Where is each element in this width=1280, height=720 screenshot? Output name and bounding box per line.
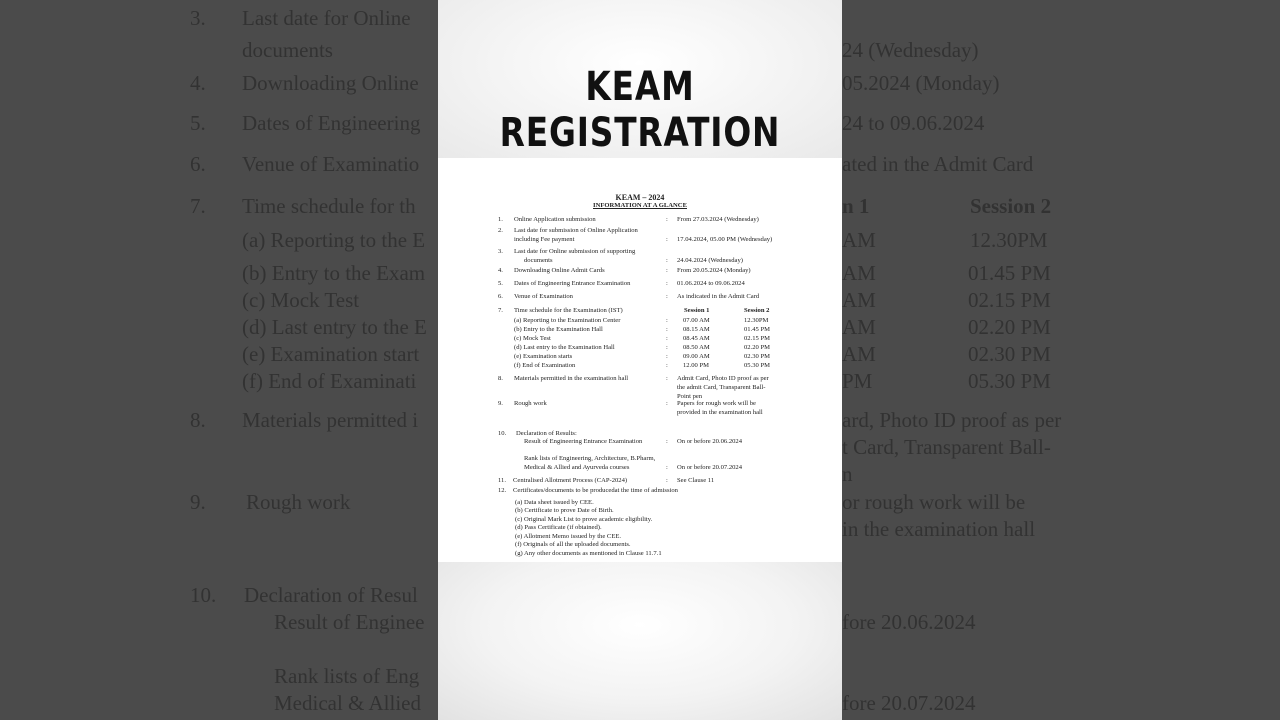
schedule-row-label: (a) Reporting to the Examination Center (514, 317, 621, 324)
item-sep: : (666, 257, 668, 264)
schedule-row-label: (b) Entry to the Examination Hall (514, 326, 603, 333)
item-sep: : (666, 267, 668, 274)
results-label: Medical & Allied and Ayurveda courses (524, 464, 630, 471)
item-sep: : (666, 280, 668, 287)
bg-line: t Card, Transparent Ball- (842, 435, 1051, 459)
bg-line: 05.30 PM (968, 369, 1051, 393)
list-item: (g) Any other documents as mentioned in Clause 11.7.1 (515, 550, 662, 557)
bg-line: AM (842, 228, 876, 252)
bg-line: documents (242, 38, 333, 62)
schedule-row-s2: 02.30 PM (744, 353, 771, 360)
schedule-row-s1: 07.00 AM (683, 317, 710, 324)
center-panel (438, 0, 842, 720)
item-label: Venue of Examination (514, 293, 573, 300)
item-value: From 27.03.2024 (Wednesday) (677, 216, 759, 223)
item-sep: : (666, 236, 668, 243)
schedule-row-label: (f) End of Examination (514, 362, 576, 369)
bg-line: 02.15 PM (968, 288, 1051, 312)
item-value: Point pen (677, 393, 703, 400)
bg-line: (a) Reporting to the E (242, 228, 426, 252)
item-value: From 20.05.2024 (Monday) (677, 267, 751, 274)
item-value: As indicated in the Admit Card (677, 293, 760, 300)
item-label: Certificates/documents to be producedat the time of admission (513, 487, 678, 494)
item-label: Last date for submission of Online Application (514, 227, 638, 234)
item-num: 5. (498, 280, 503, 287)
bg-line: AM (842, 342, 876, 366)
bg-line: (f) End of Examinati (242, 369, 417, 393)
item-value: 24.04.2024 (Wednesday) (677, 257, 743, 264)
item-num: 1. (498, 216, 503, 223)
banner-title: KEAM REGISTRATION (499, 64, 781, 156)
bg-line: Result of Enginee (274, 610, 425, 634)
bg-line: 12.30PM (970, 228, 1048, 252)
bg-num: 3. (190, 6, 206, 30)
bg-line: Rank lists of Eng (274, 664, 420, 688)
bg-line: in the examination hall (842, 517, 1036, 541)
schedule-row-sep: : (666, 344, 668, 351)
bg-num: 9. (190, 490, 206, 514)
item-num: 2. (498, 227, 503, 234)
results-label: Rank lists of Engineering, Architecture, B.Pharm, (524, 455, 656, 462)
schedule-row-sep: : (666, 353, 668, 360)
list-item: (d) Pass Certificate (if obtained). (515, 524, 602, 531)
item-label: Materials permitted in the examination hall (514, 375, 629, 382)
bg-line: (c) Mock Test (242, 288, 360, 312)
item-num: 4. (498, 267, 503, 274)
schedule-row-label: (d) Last entry to the Examination Hall (514, 344, 615, 351)
schedule-row-s1: 08.45 AM (683, 335, 710, 342)
bg-num: 8. (190, 408, 206, 432)
bg-line: (e) Examination start (242, 342, 420, 366)
item-label: Rough work (514, 400, 547, 407)
bg-line: 24 to 09.06.2024 (842, 111, 985, 135)
bg-line: Medical & Allied (274, 691, 421, 715)
item-sep: : (666, 400, 668, 407)
bg-line: fore 20.07.2024 (842, 691, 976, 715)
bg-line: Rough work (246, 490, 351, 514)
item-label: Dates of Engineering Entrance Examination (514, 280, 631, 287)
bg-line: ated in the Admit Card (842, 152, 1034, 176)
item-num: 3. (498, 248, 503, 255)
list-item: (c) Original Mark List to prove academic eligibility. (515, 516, 653, 523)
item-label: including Fee payment (514, 236, 575, 243)
item-num: 10. (498, 430, 507, 437)
results-label: Result of Engineering Entrance Examination (524, 438, 643, 445)
item-sep: : (666, 464, 668, 471)
bg-line: Downloading Online (242, 71, 419, 95)
bg-line: Session 2 (970, 194, 1052, 218)
document-subtitle: INFORMATION AT A GLANCE (593, 202, 687, 209)
bg-line: Dates of Engineering (242, 111, 421, 135)
item-sep: : (666, 477, 668, 484)
bg-line: Declaration of Resul (244, 583, 418, 607)
bg-line: 01.45 PM (968, 261, 1051, 285)
bg-line: 05.2024 (Monday) (842, 71, 1000, 95)
bg-line: fore 20.06.2024 (842, 610, 976, 634)
list-item: (f) Originals of all the uploaded documents. (515, 541, 631, 548)
bg-num: 5. (190, 111, 206, 135)
item-label: Centralised Allotment Process (CAP-2024) (513, 477, 628, 484)
list-item: (e) Allotment Memo issued by the CEE. (515, 533, 622, 540)
results-date: On or before 20.06.2024 (677, 438, 743, 445)
bg-line: Venue of Examinatio (242, 152, 420, 176)
item-sep: : (666, 438, 668, 445)
item-num: 11. (498, 477, 506, 484)
bg-line: Materials permitted i (242, 408, 419, 432)
bg-num: 4. (190, 71, 206, 95)
list-item: (b) Certificate to prove Date of Birth. (515, 507, 614, 514)
schedule-row-s2: 02.20 PM (744, 344, 771, 351)
bg-line: 24 (Wednesday) (842, 38, 979, 62)
schedule-row-s1: 12.00 PM (683, 362, 710, 369)
schedule-row-sep: : (666, 362, 668, 369)
bg-line: AM (842, 261, 876, 285)
item-value: 17.04.2024, 05.00 PM (Wednesday) (677, 236, 773, 243)
item-label: Online Application submission (514, 216, 596, 223)
bg-num: 10. (190, 583, 217, 607)
schedule-row-s2: 01.45 PM (744, 326, 771, 333)
item-sep: : (666, 216, 668, 223)
schedule-row-s2: 02.15 PM (744, 335, 771, 342)
bg-line: n 1 (842, 194, 870, 218)
schedule-row-s2: 05.30 PM (744, 362, 771, 369)
bg-line: AM (842, 288, 876, 312)
item-value: Admit Card, Photo ID proof as per (677, 375, 769, 382)
bg-line: or rough work will be (842, 490, 1026, 514)
results-date: On or before 20.07.2024 (677, 464, 743, 471)
item-num: 6. (498, 293, 503, 300)
item-sep: : (666, 375, 668, 382)
item-value: provided in the examination hall (677, 409, 763, 416)
item-num: 9. (498, 400, 503, 407)
schedule-row-s1: 09.00 AM (683, 353, 710, 360)
list-item: (a) Data sheet issued by CEE. (515, 499, 594, 506)
bg-line: Time schedule for th (242, 194, 416, 218)
bg-line: Last date for Online (242, 6, 411, 30)
bg-num: 6. (190, 152, 206, 176)
item-value: the admit Card, Transparent Ball- (677, 384, 766, 391)
schedule-row-label: (e) Examination starts (514, 353, 573, 360)
schedule-row-sep: : (666, 335, 668, 342)
item-value: See Clause 11 (677, 477, 715, 484)
schedule-row-sep: : (666, 317, 668, 324)
schedule-row-s1: 08.15 AM (683, 326, 710, 333)
schedule-row-s1: 08.50 AM (683, 344, 710, 351)
schedule-session1-header: Session 1 (684, 307, 710, 314)
bg-num: 7. (190, 194, 206, 218)
bg-line: (b) Entry to the Exam (242, 261, 426, 285)
item-label: Declaration of Results: (516, 430, 577, 437)
bg-line: n (842, 462, 853, 486)
bottom-area (438, 562, 842, 720)
document-title: KEAM – 2024 (615, 193, 665, 202)
item-label: documents (524, 257, 553, 264)
bg-line: PM (842, 369, 873, 393)
item-label: Time schedule for the Examination (IST) (514, 307, 623, 314)
schedule-row-sep: : (666, 326, 668, 333)
item-value: Papers for rough work will be (677, 400, 756, 407)
info-document (438, 158, 842, 562)
item-sep: : (666, 293, 668, 300)
schedule-row-s2: 12.30PM (744, 317, 769, 324)
bg-line: 02.30 PM (968, 342, 1051, 366)
item-num: 7. (498, 307, 503, 314)
bg-line: (d) Last entry to the E (242, 315, 427, 339)
schedule-session2-header: Session 2 (744, 307, 770, 314)
item-label: Downloading Online Admit Cards (514, 267, 605, 274)
schedule-row-label: (c) Mock Test (514, 335, 551, 342)
item-num: 8. (498, 375, 503, 382)
bg-line: AM (842, 315, 876, 339)
bg-line: ard, Photo ID proof as per (842, 408, 1062, 432)
item-num: 12. (498, 487, 507, 494)
item-label: Last date for Online submission of supporting (514, 248, 636, 255)
item-value: 01.06.2024 to 09.06.2024 (677, 280, 745, 287)
bg-line: 02.20 PM (968, 315, 1051, 339)
